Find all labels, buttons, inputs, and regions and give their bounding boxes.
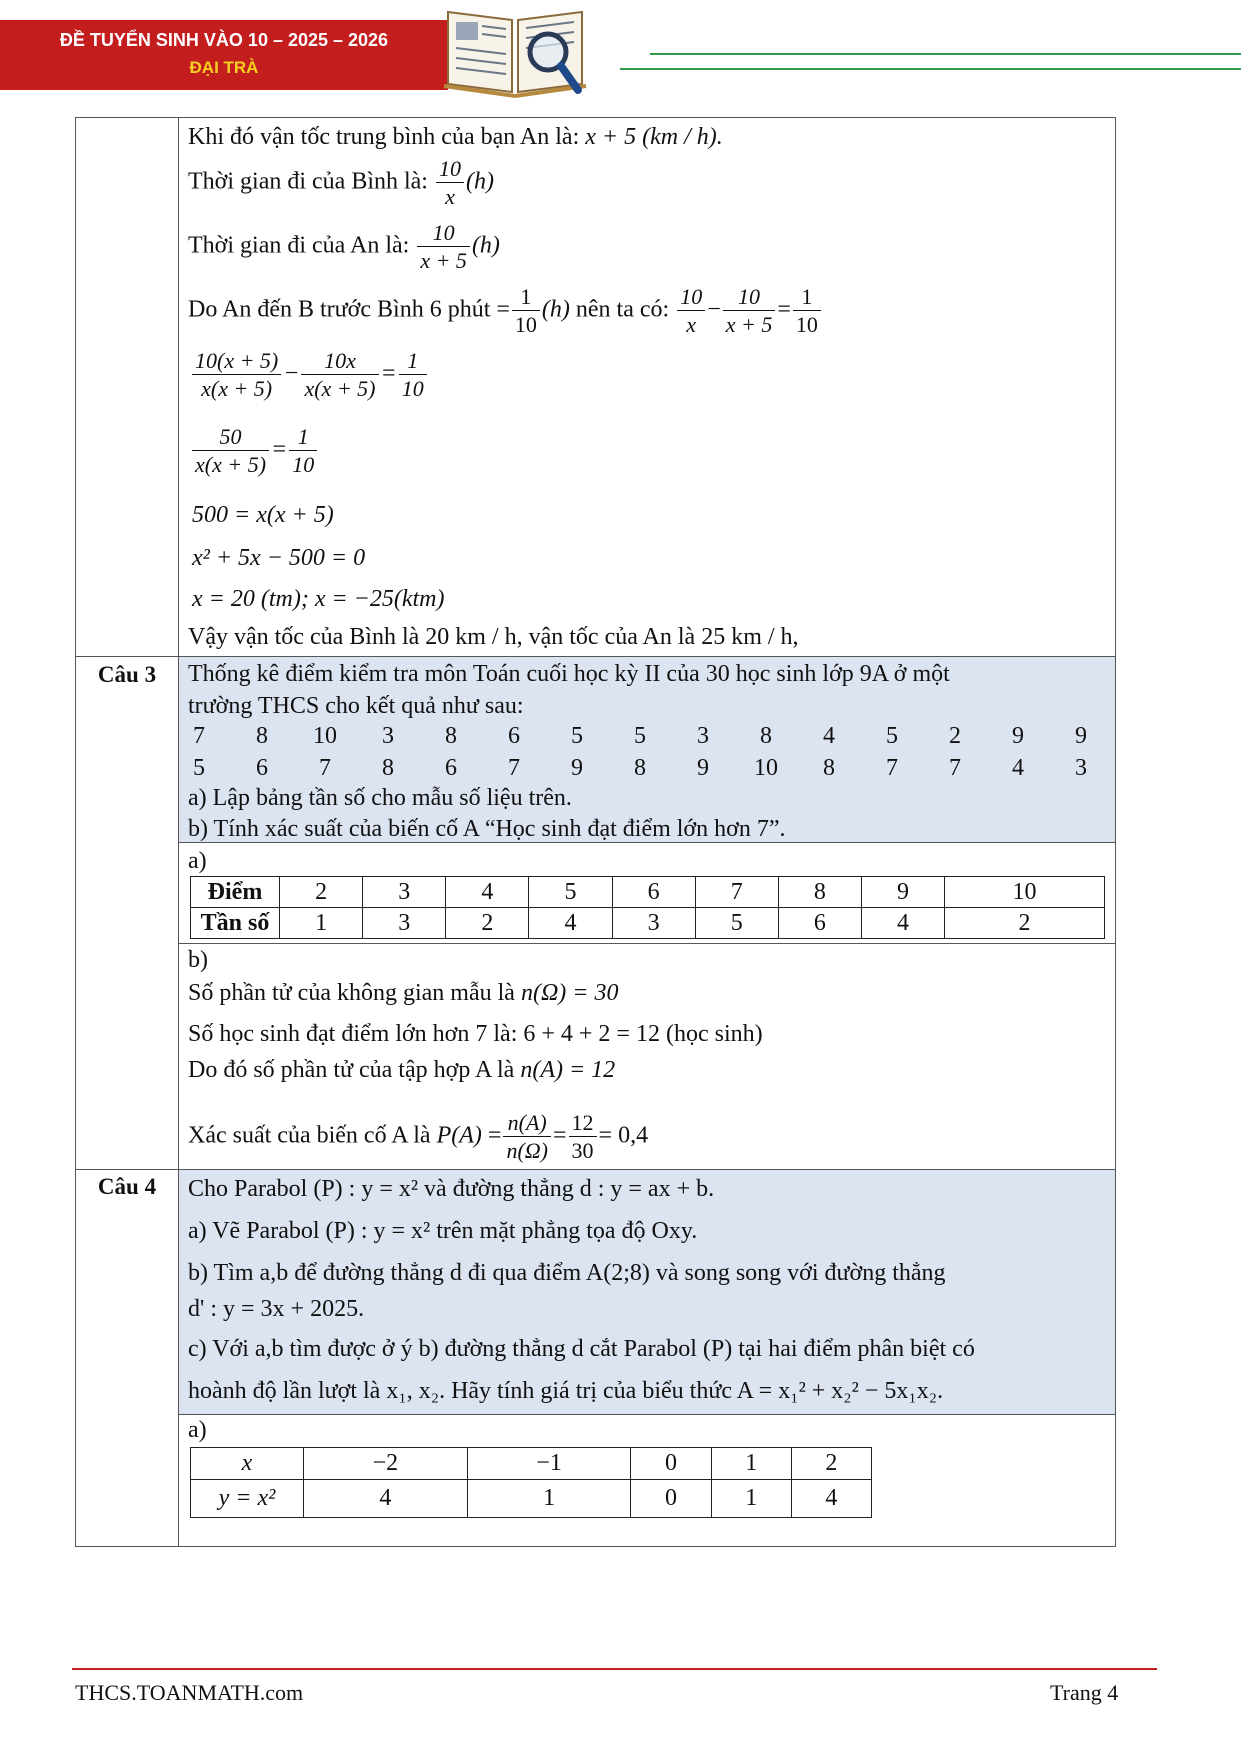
event-size-line: Do đó số phần tử của tập hợp A là n(A) = 12 [188, 1057, 616, 1083]
speed-an-line: Khi đó vận tốc trung bình của bạn An là: x + 5 (km / h). [188, 124, 723, 150]
freq-cell: 4 [529, 908, 612, 939]
header-score: Điểm [191, 877, 280, 908]
y-cell: 1 [467, 1480, 631, 1518]
q3-part-b: b) Tính xác suất của biến cố A “Học sinh đạt điểm lớn hơn 7”. [188, 816, 786, 842]
score-cell: 5 [529, 877, 612, 908]
score-cell: 6 [612, 877, 695, 908]
value-table [190, 1447, 872, 1518]
header-subtitle: ĐẠI TRÀ [189, 58, 259, 77]
y-cell: 4 [791, 1480, 871, 1518]
freq-cell: 1 [280, 908, 363, 939]
q4-text-line-2: a) Vẽ Parabol (P) : y = x² trên mặt phẳng tọa độ Oxy. [188, 1218, 698, 1244]
x-cell: −2 [304, 1448, 468, 1480]
sample-space-line: Số phần tử của không gian mẫu là n(Ω) = 30 [188, 980, 619, 1006]
freq-cell: 2 [446, 908, 529, 939]
x-cell: −1 [467, 1448, 631, 1480]
y-cell: 0 [631, 1480, 711, 1518]
q3-text-line-2: trường THCS cho kết quả như sau: [188, 693, 524, 719]
score-cell: 10 [945, 877, 1105, 908]
equation-step-3: 500 = x(x + 5) [192, 502, 334, 528]
time-binh-line: Thời gian đi của Bình là: $\frac{10}{x}$ (h) [188, 156, 494, 209]
score-cell: 9 [861, 877, 944, 908]
score-cell: 2 [280, 877, 363, 908]
q3-answer-a-label: a) [188, 848, 207, 874]
q4-text-line-4: d' : y = 3x + 2025. [188, 1296, 365, 1322]
equation-step-2: $\frac{50}{x(x + 5)}$ = $\frac{1}{10}$ [190, 426, 319, 476]
conclusion-line: Vậy vận tốc của Bình là 20 km / h, vận tốc của An là 25 km / h, [188, 624, 799, 650]
q4-text-line-3: b) Tìm a,b để đường thẳng d đi qua điểm A(2;8) và song song với đường thẳng [188, 1260, 946, 1286]
header-x: x [191, 1448, 304, 1480]
q3-part-a: a) Lập bảng tần số cho mẫu số liệu trên. [188, 785, 572, 811]
q3-data-row-1: 7 8 10 3 8 6 5 5 3 8 4 5 2 9 9 [193, 723, 1087, 749]
y-cell: 1 [711, 1480, 791, 1518]
freq-cell: 5 [695, 908, 778, 939]
equation-setup-line: Do An đến B trước Bình 6 phút = $\frac{1}{10}$ (h) nên ta có: $\frac{10}{x}$ − $\frac{10}{x + 5}$ = $\frac{1}{10}$ [188, 286, 823, 336]
footer-page-number: Trang 4 [1050, 1680, 1119, 1705]
row-divider [178, 842, 1115, 843]
freq-cell: 4 [861, 908, 944, 939]
open-book-magnifier-icon [440, 0, 590, 100]
q3-data-row-2: 5 6 7 8 6 7 9 8 9 10 8 7 7 4 3 [193, 755, 1087, 781]
footer-site: THCS.TOANMATH.com [75, 1680, 304, 1705]
q4-text-line-6: hoành độ lần lượt là x₁, x₂. Hãy tính giá trị của biểu thức A = x₁² + x₂² − 5x₁x₂. [188, 1378, 944, 1404]
question-3-label: Câu 3 [97, 662, 157, 687]
header-rule-bottom [620, 68, 1241, 70]
header-title: ĐỀ TUYỂN SINH VÀO 10 – 2025 – 2026 [59, 30, 389, 50]
q4-answer-a-label: a) [188, 1417, 207, 1443]
frequency-table [190, 876, 1105, 939]
score-cell: 8 [778, 877, 861, 908]
equation-step-4: x² + 5x − 500 = 0 [192, 545, 366, 571]
column-divider [178, 118, 179, 1546]
question-4-label: Câu 4 [97, 1174, 157, 1199]
header-frequency: Tần số [191, 908, 280, 939]
score-cell: 3 [363, 877, 446, 908]
freq-cell: 3 [612, 908, 695, 939]
x-cell: 1 [711, 1448, 791, 1480]
q3-answer-b-label: b) [188, 947, 208, 973]
q3-text-line-1: Thống kê điểm kiểm tra môn Toán cuối học kỳ II của 30 học sinh lớp 9A ở một [188, 661, 950, 687]
count-above-7-line: Số học sinh đạt điểm lớn hơn 7 là: 6 + 4 + 2 = 12 (học sinh) [188, 1021, 763, 1047]
x-cell: 2 [791, 1448, 871, 1480]
score-cell: 7 [695, 877, 778, 908]
score-cell: 4 [446, 877, 529, 908]
header-y: y = x² [191, 1480, 304, 1518]
q4-text-line-1: Cho Parabol (P) : y = x² và đường thẳng d : y = ax + b. [188, 1176, 715, 1202]
probability-line: Xác suất của biến cố A là P(A) = $\frac{n(A)}{n(\Omega)}$ = $\frac{12}{30}$ = 0,4 [188, 1110, 649, 1163]
freq-cell: 6 [778, 908, 861, 939]
time-an-line: Thời gian đi của An là: $\frac{10}{x + 5}$ (h) [188, 220, 500, 273]
row-divider [76, 656, 1115, 657]
row-divider [178, 943, 1115, 944]
freq-cell: 3 [363, 908, 446, 939]
header-rule-top [650, 53, 1241, 55]
footer-rule [72, 1668, 1157, 1670]
equation-step-5: x = 20 (tm); x = −25(ktm) [192, 586, 445, 612]
row-divider [178, 1414, 1115, 1415]
equation-step-1: $\frac{10(x + 5)}{x(x + 5)}$ − $\frac{10x}{x(x + 5)}$ = $\frac{1}{10}$ [190, 350, 429, 400]
x-cell: 0 [631, 1448, 711, 1480]
row-divider [76, 1169, 1115, 1170]
y-cell: 4 [304, 1480, 468, 1518]
freq-cell: 2 [945, 908, 1105, 939]
q4-text-line-5: c) Với a,b tìm được ở ý b) đường thẳng d cắt Parabol (P) tại hai điểm phân biệt có [188, 1336, 975, 1362]
